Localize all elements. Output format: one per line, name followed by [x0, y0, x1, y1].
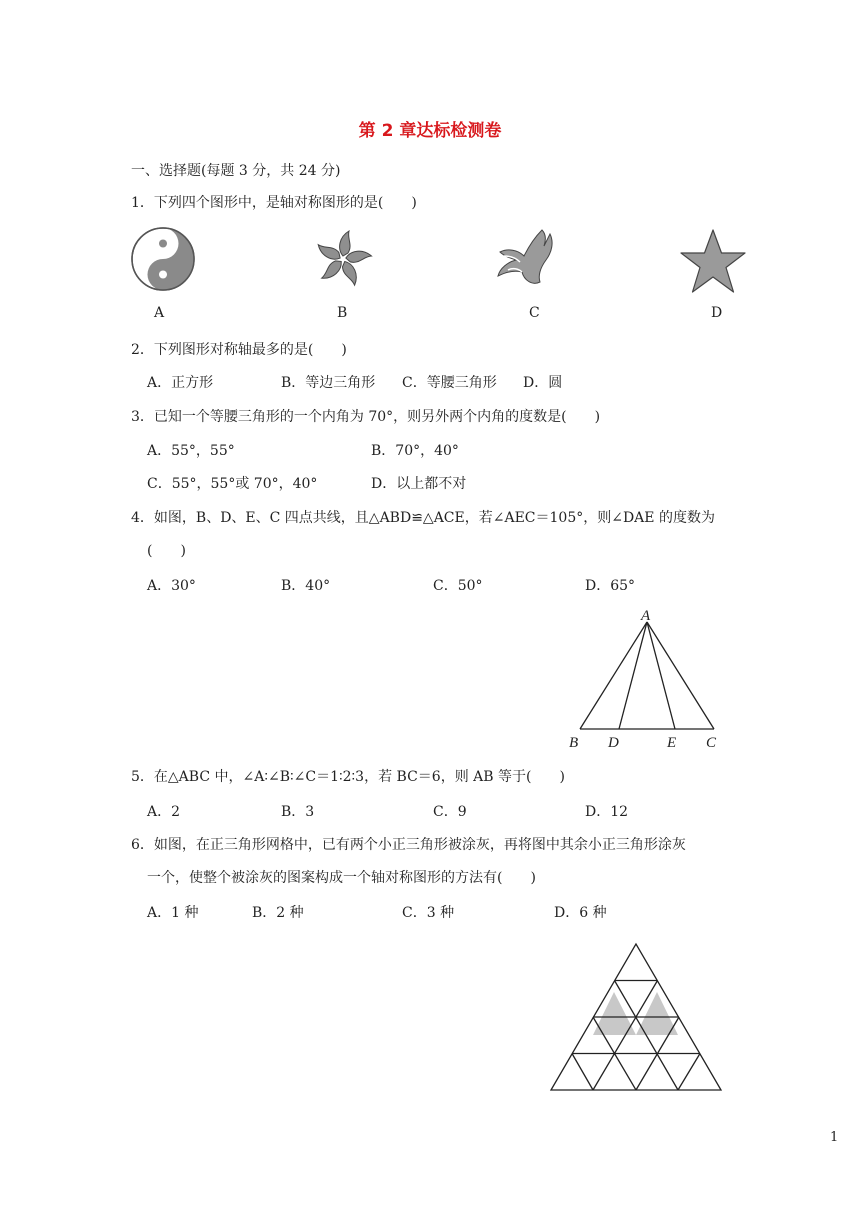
q3-option-b: B．70°，40°: [371, 443, 459, 459]
q2-option-c: C．等腰三角形: [402, 375, 497, 391]
q5-option-a: A．2: [147, 804, 181, 820]
q4-option-c: C．50°: [433, 578, 483, 594]
q4-label-e: E: [667, 735, 677, 751]
question-4-stem-line1: 4．如图，B、D、E、C 四点共线，且△ABD≌△ACE，若∠AEC＝105°，则∠DAE 的度数为: [131, 510, 715, 526]
bird-logo-figure: [494, 226, 558, 290]
question-1-stem: 1．下列四个图形中，是轴对称图形的是( ): [131, 195, 417, 211]
page-title: 第 2 章达标检测卷: [358, 121, 502, 141]
q4-option-d: D．65°: [585, 578, 636, 594]
q5-option-b: B．3: [281, 804, 315, 820]
q1-label-b: B: [337, 305, 348, 321]
question-3-stem: 3．已知一个等腰三角形的一个内角为 70°，则另外两个内角的度数是( ): [131, 409, 601, 425]
q6-option-b: B．2 种: [252, 905, 304, 921]
q4-label-d: D: [608, 735, 619, 751]
q1-label-d: D: [711, 305, 723, 321]
q4-option-a: A．30°: [147, 578, 196, 594]
q4-label-b: B: [569, 735, 579, 751]
q3-option-a: A．55°，55°: [147, 443, 235, 459]
q6-option-a: A．1 种: [147, 905, 199, 921]
page-number: 1: [830, 1130, 839, 1145]
bauhinia-flower-figure: [312, 228, 374, 290]
question-5-stem: 5．在△ABC 中，∠A∶∠B∶∠C＝1∶2∶3，若 BC＝6，则 AB 等于( ): [131, 769, 565, 785]
q2-option-d: D．圆: [523, 375, 563, 391]
q6-triangle-grid-figure: [550, 942, 722, 1092]
q2-option-b: B．等边三角形: [281, 375, 376, 391]
q4-label-a: A: [641, 608, 651, 624]
question-4-stem-line2: ( ): [147, 543, 186, 559]
q2-option-a: A．正方形: [147, 375, 214, 391]
q6-option-c: C．3 种: [402, 905, 455, 921]
q3-option-d: D．以上都不对: [371, 476, 467, 492]
question-6-stem-line2: 一个，使整个被涂灰的图案构成一个轴对称图形的方法有( ): [147, 870, 536, 886]
q4-triangle-figure: [566, 604, 726, 754]
q5-option-d: D．12: [585, 804, 629, 820]
yin-yang-figure: [130, 226, 196, 292]
q3-option-c: C．55°，55°或 70°，40°: [147, 476, 318, 492]
question-2-stem: 2．下列图形对称轴最多的是( ): [131, 342, 347, 358]
q4-option-b: B．40°: [281, 578, 331, 594]
q5-option-c: C．9: [433, 804, 467, 820]
star-figure: [678, 228, 748, 296]
q1-label-c: C: [529, 305, 540, 321]
q6-option-d: D．6 种: [554, 905, 607, 921]
section-header: 一、选择题(每题 3 分，共 24 分): [131, 163, 341, 179]
q1-label-a: A: [154, 305, 165, 321]
question-6-stem-line1: 6．如图，在正三角形网格中，已有两个小正三角形被涂灰，再将图中其余小正三角形涂灰: [131, 837, 686, 853]
q4-label-c: C: [706, 735, 717, 751]
